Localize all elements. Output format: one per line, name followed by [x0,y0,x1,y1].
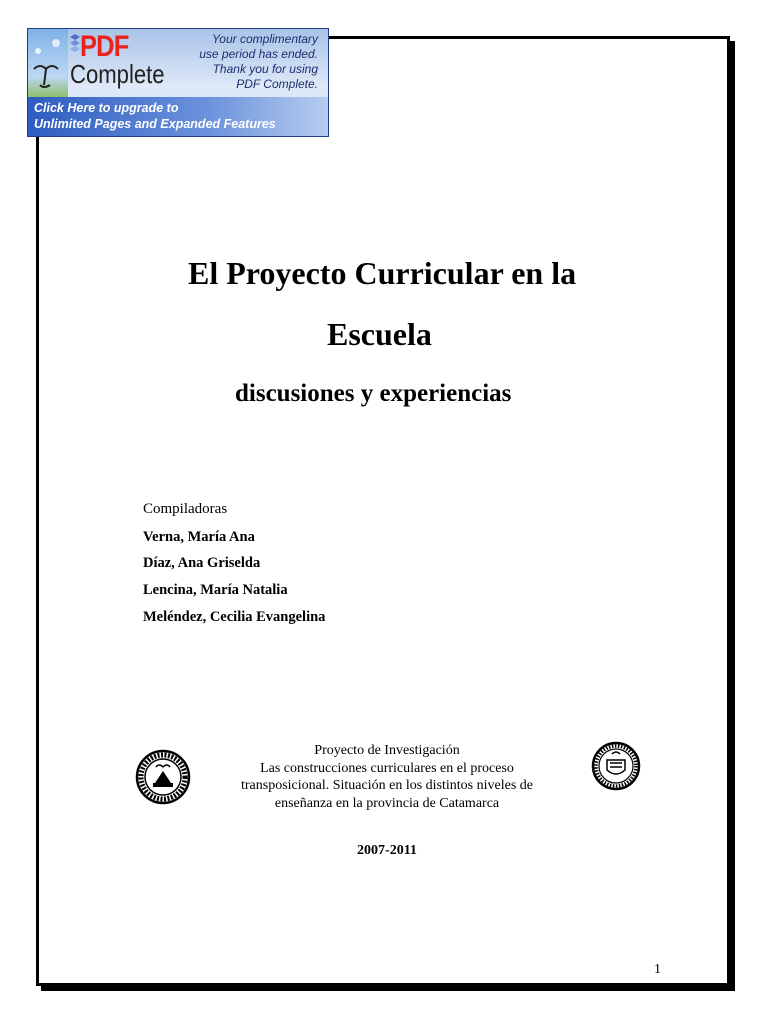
project-line: Proyecto de Investigación [314,743,460,758]
author-name: Díaz, Ana Griselda [143,555,261,571]
project-years: 2007-2011 [357,843,417,858]
upgrade-banner[interactable] [27,28,329,137]
upgrade-cta-line[interactable]: Click Here to upgrade to [34,101,179,115]
brand-complete: Complete [70,59,165,89]
document-title-line1: El Proyecto Curricular en la [188,255,577,291]
brand-pdf: PDF [80,30,129,63]
author-name: Verna, María Ana [143,529,255,545]
university-seal-icon [135,749,191,810]
document-title-line2: Escuela [327,316,432,352]
upgrade-link[interactable] [28,97,328,136]
project-line: enseñanza en la provincia de Catamarca [274,795,500,811]
banner-message [168,32,318,92]
project-description [212,742,562,812]
project-line: transposicional. Situación en los distintos niveles de [240,778,534,793]
document-subtitle: discusiones y experiencias [235,380,512,407]
upgrade-cta[interactable] [34,100,276,132]
project-line: Las construcciones curriculares en el proceso [260,760,514,776]
author-name: Lencina, María Natalia [143,582,288,598]
faculty-seal-icon [590,741,642,796]
banner-message-line: use period has ended. [199,47,318,61]
compilers-label: Compiladoras [143,501,228,517]
page-number: 1 [654,962,661,977]
banner-message-line: Thank you for using [212,62,318,76]
banner-message-line: Your complimentary [211,32,318,46]
author-name: Meléndez, Cecilia Evangelina [143,609,326,625]
banner-upper [28,29,328,97]
banner-message-line: PDF Complete. [236,77,318,91]
banner-sky-image [28,29,68,97]
upgrade-cta-line[interactable]: Unlimited Pages and Expanded Features [34,117,276,131]
